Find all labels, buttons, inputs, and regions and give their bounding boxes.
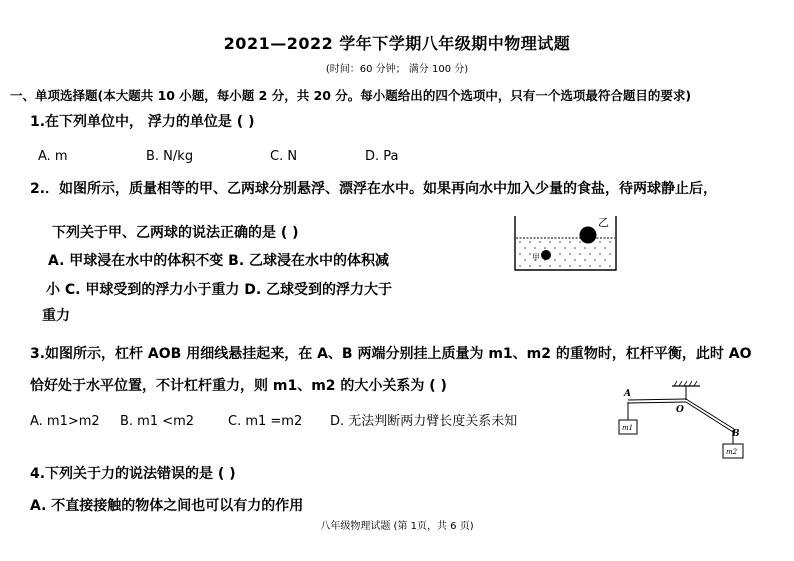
lever-ao-bottom [628, 402, 686, 403]
ceiling-hatch [674, 381, 697, 386]
lever-ao-top [628, 399, 686, 400]
question-2-options-line-2: 小 C. 甲球受到的浮力小于重力 D. 乙球受到的浮力大于 [46, 282, 393, 298]
question-3-option-b: B. m1 <m2 [120, 414, 195, 429]
lever-ob-bottom [686, 402, 733, 432]
question-1-stem: 1.在下列单位中， 浮力的单位是 ( ) [30, 114, 255, 130]
page-title: 2021—2022 学年下学期八年级期中物理试题 [223, 34, 571, 53]
question-2-options-line-3: 重力 [42, 308, 70, 324]
lever-figure [610, 380, 770, 462]
question-3-option-a: A. m1>m2 [30, 414, 100, 429]
label-a: A [624, 389, 631, 399]
question-4-option-a: A. 不直接接触的物体之间也可以有力的作用 [30, 498, 304, 514]
question-4-stem: 4.下列关于力的说法错误的是 ( ) [30, 466, 236, 482]
exam-info: (时间：60 分钟； 满分 100 分) [325, 64, 469, 75]
question-2-stem: 2.．如图所示，质量相等的甲、乙两球分别悬浮、漂浮在水中。如果再向水中加入少量的食盐，待两球静止后， [30, 181, 718, 197]
label-yi: 乙 [598, 216, 609, 229]
ball-jia [541, 250, 551, 260]
container-figure [512, 210, 620, 280]
ball-yi [580, 227, 597, 244]
page-footer: 八年级物理试题 (第 1页，共 6 页) [320, 521, 474, 532]
label-o: O [676, 405, 684, 415]
question-3-line-2: 恰好处于水平位置，不计杠杆重力，则 m1、m2 的大小关系为 ( ) [30, 378, 447, 394]
lever-ob-top [686, 399, 734, 429]
question-3-option-c: C. m1 =m2 [228, 414, 303, 429]
label-b: B [732, 429, 740, 439]
label-m2: m2 [726, 448, 738, 456]
question-3-stem: 3.如图所示，杠杆 AOB 用细线悬挂起来，在 A、B 两端分别挂上质量为 m1、m2 的重物时，杠杆平衡，此时 AO [30, 346, 752, 362]
question-3-option-d: D. 无法判断两力臂长度关系未知 [330, 414, 518, 429]
label-m1: m1 [622, 424, 634, 432]
question-2-options-line-1: A. 甲球浸在水中的体积不变 B. 乙球浸在水中的体积减 [48, 253, 390, 269]
question-1-option-a: A. m [38, 149, 68, 164]
question-2-line-2: 下列关于甲、乙两球的说法正确的是 ( ) [52, 225, 299, 241]
label-jia: 甲 [532, 253, 540, 262]
question-1-option-c: C. N [270, 149, 298, 164]
question-1-option-b: B. N/kg [146, 149, 194, 164]
section-heading: 一、单项选择题(本大题共 10 小题，每小题 2 分，共 20 分。每小题给出的四个选项中，只有一个选项最符合题目的要求) [10, 88, 692, 103]
question-1-option-d: D. Pa [365, 149, 399, 164]
